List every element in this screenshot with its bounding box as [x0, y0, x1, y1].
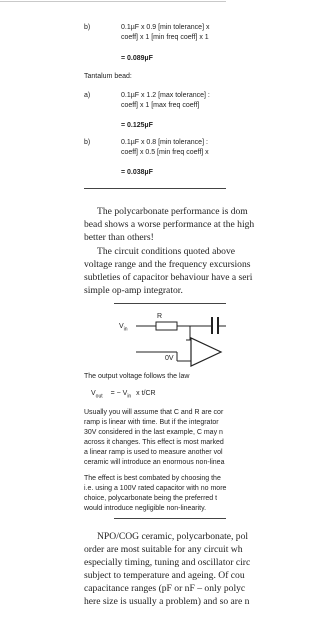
box-para1-line1: Usually you will assume that C and R are cor	[84, 409, 224, 416]
calc-a-line1: 0.1µF x 1.2 [max tolerance] :	[121, 92, 210, 99]
para3-line3: especially timing, tuning and oscillator circ	[84, 557, 251, 568]
box-para1-line3: 30V considered in the last example, C may n	[84, 429, 223, 436]
page-top-rule	[0, 1, 226, 2]
para3-line1: NPO/COG ceramic, polycarbonate, pol	[97, 531, 249, 542]
tantalum-heading: Tantalum bead:	[84, 73, 132, 80]
box-para2-line4: would introduce negligible non-linearity.	[84, 505, 207, 512]
resistor-r	[156, 322, 177, 330]
label-vin: $V_{in}$	[119, 323, 128, 333]
box-para1-line5: a linear ramp is used to measure another vol	[84, 449, 223, 456]
calc-b1-result: = 0.089µF	[121, 55, 153, 62]
para2-line3: subtleties of capacitor behaviour have a seri	[84, 272, 253, 283]
box-bottom-rule	[114, 518, 226, 519]
op-amp-symbol	[191, 338, 221, 366]
box-formula: $V_{out}$ = − $V_{in}$ x t/CR	[91, 390, 156, 400]
para2-line4: simple op-amp integrator.	[84, 285, 183, 296]
calc-b1-label: b)	[84, 24, 91, 31]
para1-line2: bead shows a worse performance at the high	[84, 219, 255, 230]
box-para1-line4: across it changes. This effect is most marked	[84, 439, 224, 446]
box-para2-line3: choice, polycarbonate being the preferred t	[84, 495, 218, 502]
integrator-circuit-diagram	[84, 306, 226, 372]
box-para1-line2: ramp is linear with time. But if the integrator	[84, 419, 219, 426]
para3-line2: order are most suitable for any circuit wh	[84, 544, 243, 555]
calc-b2-result: = 0.038µF	[121, 169, 153, 176]
para3-line5: capacitance ranges (pF or nF – only polyc	[84, 583, 246, 594]
box-top-rule	[114, 303, 226, 304]
label-0v: 0V	[165, 355, 174, 362]
para2-line2: voltage range and the frequency excursions	[84, 259, 251, 270]
para1-line3: better than others!	[84, 232, 154, 243]
para3-line4: subject to temperature and ageing. Of cou	[84, 570, 245, 581]
calc-b2-line2: coeff] x 0.5 [min freq coeff] x	[121, 149, 209, 156]
para2-line1: The circuit conditions quoted above	[97, 246, 236, 257]
label-r: R	[157, 313, 163, 320]
para3-line6: here size is usually a problem) and so are n	[84, 596, 250, 607]
calc-a-line2: coeff] x 1 [max freq coeff]	[121, 102, 200, 109]
calc-b1-line1: 0.1µF x 0.9 [min tolerance] x	[121, 24, 210, 31]
box-para2-line2: i.e. using a 100V rated capacitor with no more	[84, 485, 227, 492]
calc-separator	[84, 188, 226, 189]
box-para1-line6: ceramic will introduce an enormous non-linea	[84, 459, 225, 466]
box-para2-line1: The effect is best combated by choosing the	[84, 475, 221, 482]
calc-b2-line1: 0.1µF x 0.8 [min tolerance] :	[121, 139, 208, 146]
para1-line1: The polycarbonate performance is dom	[97, 206, 248, 217]
box-line1: The output voltage follows the law	[84, 373, 190, 380]
calc-b1-line2: coeff] x 1 [min freq coeff] x 1	[121, 34, 209, 41]
calc-b2-label: b)	[84, 139, 91, 146]
calc-a-result: = 0.125µF	[121, 122, 153, 129]
calc-a-label: a)	[84, 92, 91, 99]
